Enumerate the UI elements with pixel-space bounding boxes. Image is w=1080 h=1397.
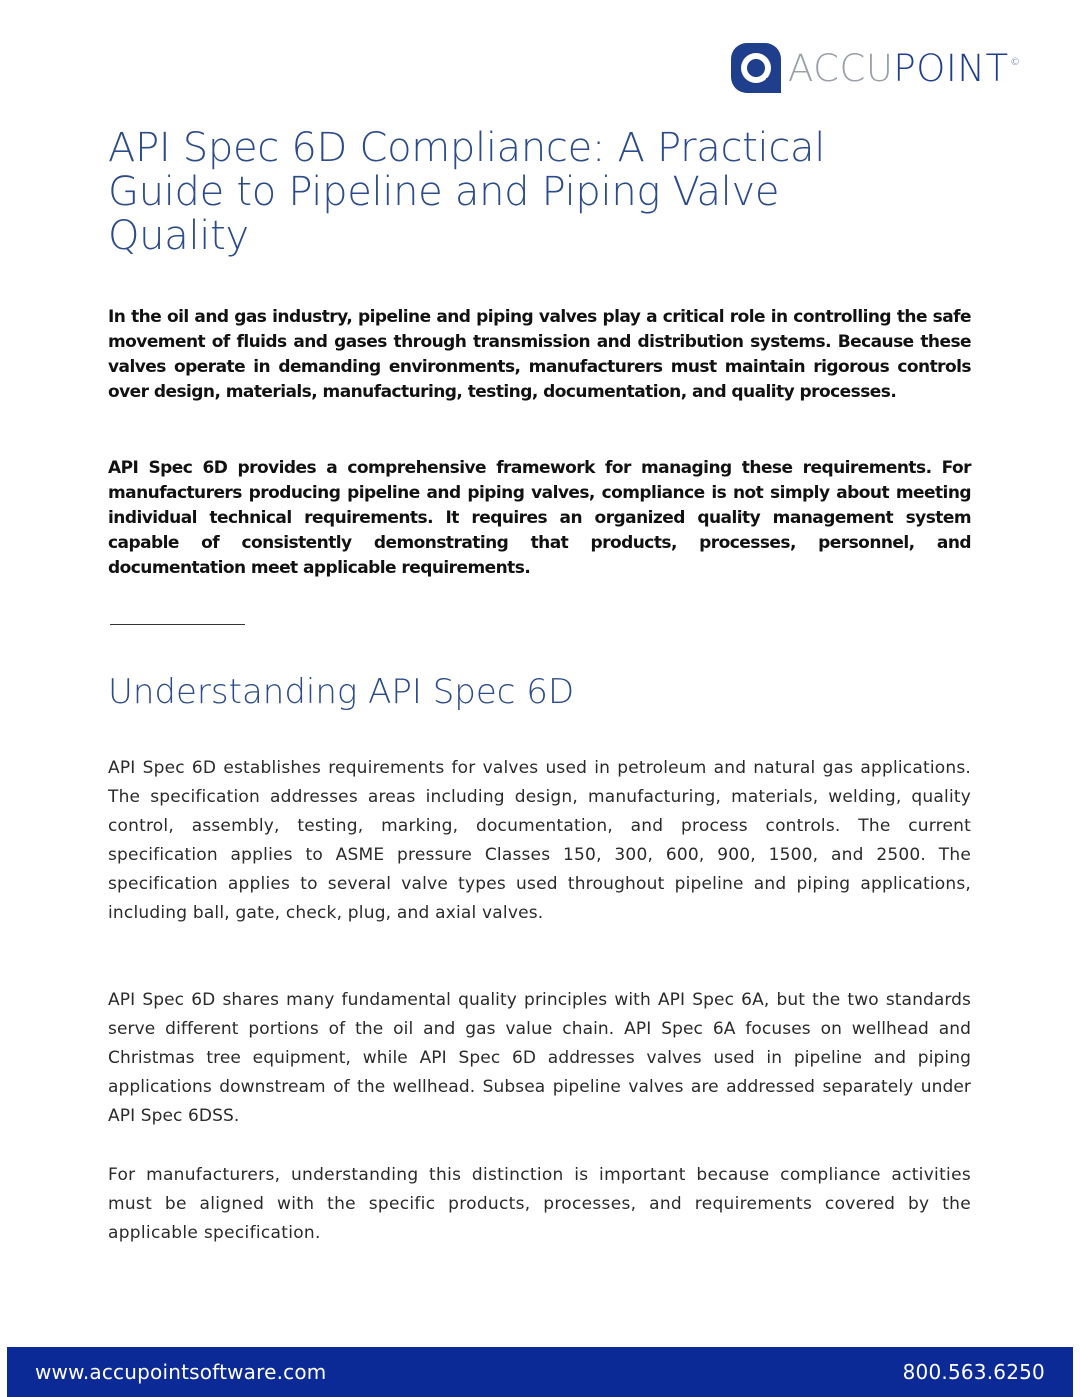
- footer-bar: [7, 1347, 1073, 1397]
- section-divider: [110, 624, 245, 625]
- footer-phone-number[interactable]: 800.563.6250: [902, 1360, 1045, 1384]
- body-paragraph: API Spec 6D establishes requirements for valves used in petroleum and natural gas applications. The specification addresses areas including design, manufacturing, materials, welding, quality control, assembly, testing, marking, documentation, and process controls. The current specification applies to ASME pressure Classes 150, 300, 600, 900, 1500, and 2500. The specification applies to several valve types used throughout pipeline and piping applications, including ball, gate, check, plug, and axial valves.: [108, 758, 971, 923]
- logo-wordmark-point: POINT: [893, 46, 1009, 90]
- accupoint-logo: [728, 38, 1021, 98]
- section-heading: Understanding API Spec 6D: [108, 672, 575, 712]
- logo-wordmark-accu: ACCU: [788, 46, 894, 90]
- intro-paragraph: In the oil and gas industry, pipeline and piping valves play a critical role in controlling the safe movement of fluids and gases through transmission and distribution systems. Because these valves operate in demanding environments, manufacturers must maintain rigorous controls over design, materials, manufacturing, testing, documentation, and quality processes.: [108, 307, 971, 402]
- logo-registered-mark: ©: [1010, 56, 1021, 68]
- logo-wordmark: [788, 46, 1021, 90]
- page-title: API Spec 6D Compliance: A Practical Guide to Pipeline and Piping Valve Quality: [108, 125, 826, 259]
- footer-website-link[interactable]: www.accupointsoftware.com: [35, 1360, 327, 1384]
- intro-paragraph: API Spec 6D provides a comprehensive framework for managing these requirements. For manufacturers producing pipeline and piping valves, compliance is not simply about meeting individual technical requirements. It requires an organized quality management system capable of consistently demonstrating that products, processes, personnel, and documentation meet applicable requirements.: [108, 458, 971, 578]
- body-paragraph: API Spec 6D shares many fundamental quality principles with API Spec 6A, but the two standards serve different portions of the oil and gas value chain. API Spec 6A focuses on wellhead and Christmas tree equipment, while API Spec 6D addresses valves used in pipeline and piping applications downstream of the wellhead. Subsea pipeline valves are addressed separately under API Spec 6DSS.: [108, 990, 971, 1126]
- accupoint-logo-icon: [728, 40, 784, 96]
- body-paragraph: For manufacturers, understanding this distinction is important because compliance activities must be aligned with the specific products, processes, and requirements covered by the applicable specification.: [108, 1165, 971, 1243]
